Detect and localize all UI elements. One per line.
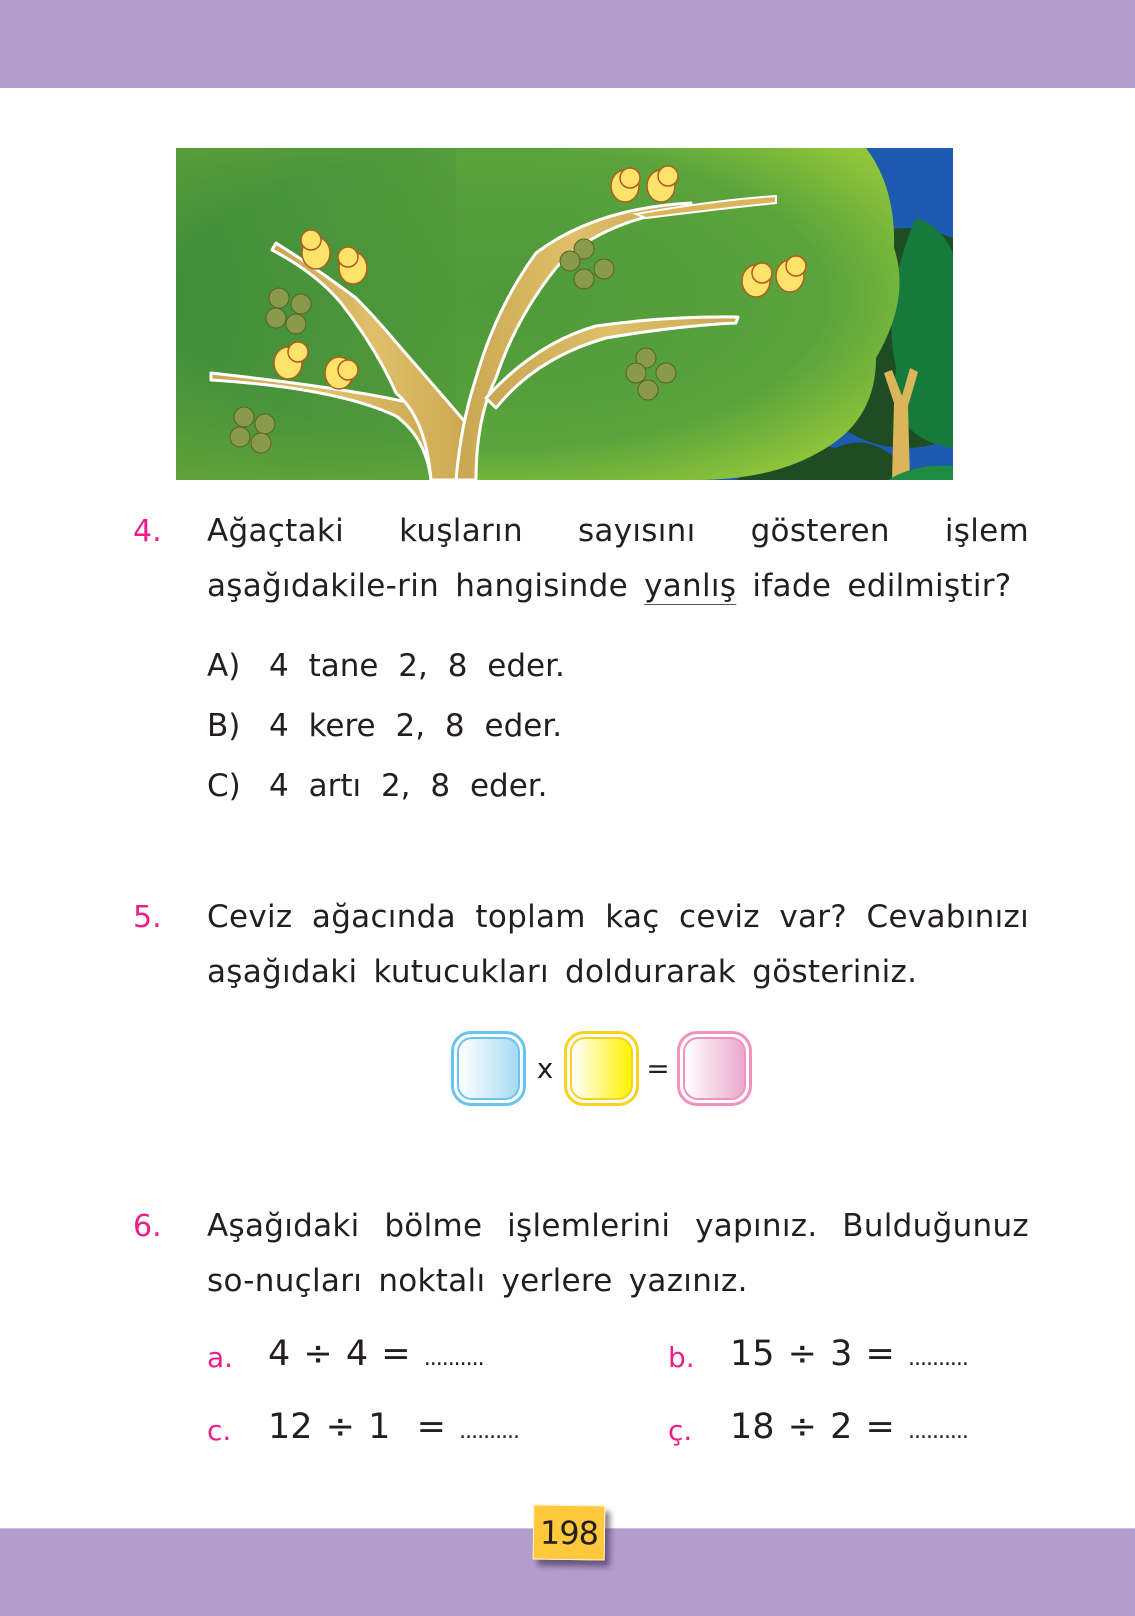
option-text: 4 kere 2, 8 eder. bbox=[269, 708, 563, 744]
walnut-tree-illustration bbox=[176, 148, 953, 480]
multiplication-equation bbox=[451, 1031, 752, 1106]
question-5-number: 5. bbox=[133, 900, 162, 935]
question-5-text: Ceviz ağacında toplam kaç ceviz var? Cevabınızı aşağıdaki kutucukları doldurarak gösteriniz. bbox=[207, 899, 1029, 990]
question-4-number: 4. bbox=[133, 514, 162, 549]
option-b[interactable] bbox=[207, 706, 562, 746]
answer-box-factor-2[interactable] bbox=[564, 1031, 639, 1106]
answer-blank[interactable]: .......... bbox=[459, 1419, 520, 1444]
item-letter: ç. bbox=[668, 1414, 693, 1447]
answer-blank[interactable]: .......... bbox=[423, 1346, 484, 1371]
division-expression: 12 ÷ 1 = bbox=[268, 1407, 446, 1447]
item-letter: b. bbox=[668, 1341, 695, 1374]
answer-blank[interactable]: .......... bbox=[907, 1419, 968, 1444]
question-6-number: 6. bbox=[133, 1209, 162, 1244]
option-letter: A) bbox=[207, 648, 241, 684]
option-a[interactable] bbox=[207, 646, 565, 686]
item-letter: c. bbox=[207, 1414, 232, 1447]
question-4-underlined-word: yanlış bbox=[644, 568, 737, 604]
option-letter: B) bbox=[207, 708, 241, 744]
option-text: 4 artı 2, 8 eder. bbox=[269, 768, 548, 804]
item-letter: a. bbox=[207, 1341, 234, 1374]
page-number-badge: 198 bbox=[533, 1505, 606, 1561]
division-expression: 4 ÷ 4 = bbox=[268, 1334, 411, 1374]
option-text: 4 tane 2, 8 eder. bbox=[269, 648, 565, 684]
top-header-band bbox=[0, 0, 1135, 88]
multiply-sign: x bbox=[536, 1052, 554, 1085]
division-expression: 18 ÷ 2 = bbox=[730, 1407, 895, 1447]
tree-with-birds-image bbox=[176, 148, 953, 480]
question-4-text-start: Ağaçtaki kuşların sayısını gösteren işlem aşağıdakile-rin hangisinde bbox=[207, 513, 1029, 604]
answer-box-product[interactable] bbox=[677, 1031, 752, 1106]
answer-blank[interactable]: .......... bbox=[907, 1346, 968, 1371]
answer-box-factor-1[interactable] bbox=[451, 1031, 526, 1106]
option-c[interactable] bbox=[207, 766, 548, 806]
option-letter: C) bbox=[207, 768, 241, 804]
question-4-text-end: ifade edilmiştir? bbox=[736, 568, 1012, 604]
question-6-text: Aşağıdaki bölme işlemlerini yapınız. Bulduğunuz so-nuçları noktalı yerlere yazınız. bbox=[207, 1208, 1029, 1299]
question-4-text bbox=[207, 504, 1029, 614]
division-expression: 15 ÷ 3 = bbox=[730, 1334, 895, 1374]
equals-sign: = bbox=[646, 1052, 670, 1085]
